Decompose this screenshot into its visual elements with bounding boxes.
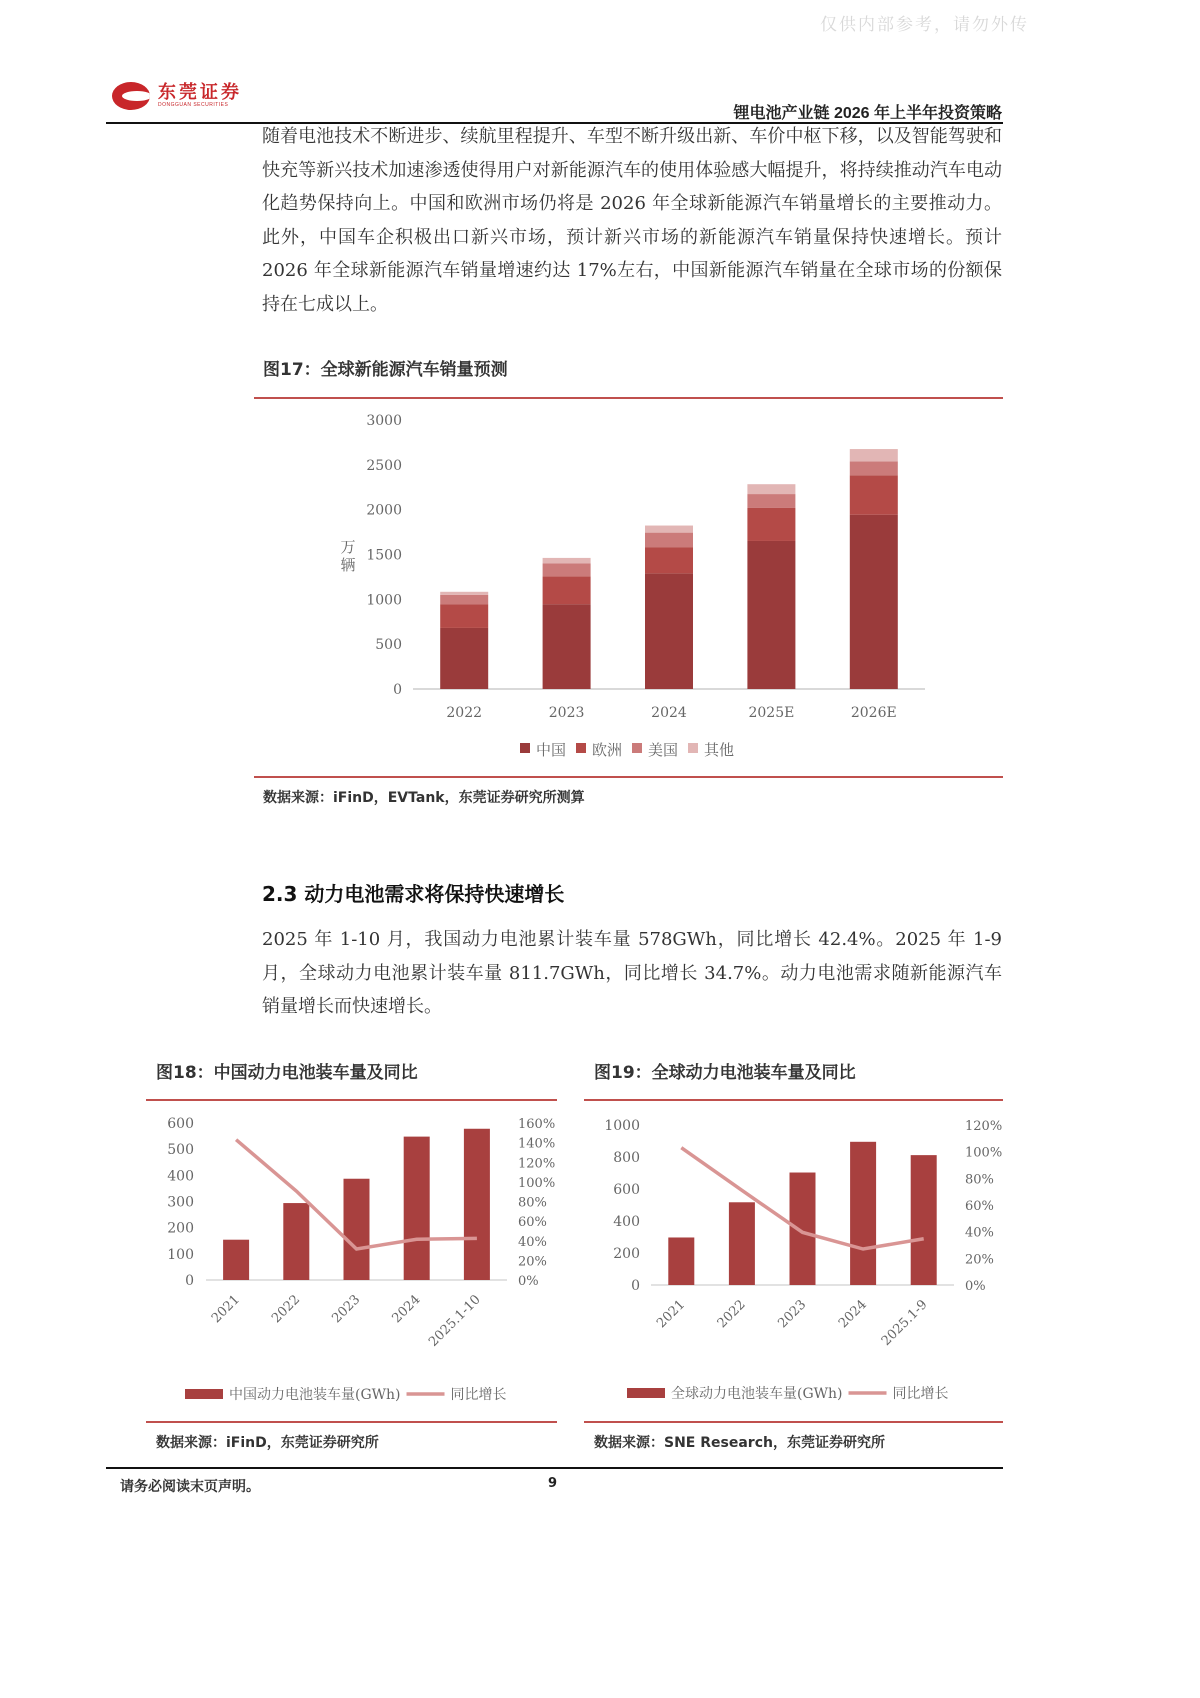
fig19-y-tick: 600	[613, 1182, 640, 1198]
fig18-x-tick: 2021	[208, 1292, 243, 1327]
fig19-x-tick: 2022	[714, 1297, 749, 1332]
fig19-y2-tick: 80%	[965, 1172, 994, 1188]
fig17-legend-label: 美国	[648, 741, 679, 759]
fig19-title: 图19：全球动力电池装车量及同比	[594, 1063, 856, 1083]
fig17-bar-欧洲	[645, 547, 693, 573]
fig17-bar-中国	[850, 515, 898, 689]
logo-cn: 东莞证券	[158, 82, 242, 103]
fig17-bar-中国	[747, 541, 795, 689]
fig19-bar	[729, 1202, 755, 1285]
intro-paragraph: 随着电池技术不断进步、续航里程提升、车型不断升级出新、车价中枢下移，以及智能驾驶和快充等新兴技术加速渗透使得用户对新能源汽车的使用体验感大幅提升，将持续推动汽车电动化趋势保持向上。中国和欧洲市场仍将是 2026 年全球新能源汽车销量增长的主要推动力。此外，中国车企积极出口新兴市场，预计新兴市场的新能源汽车销量保持快速增长。预计 2026 年全球新能源汽车销量增速约达 17%左右，中国新能源汽车销量在全球市场的份额保持在七成以上。	[262, 126, 1002, 315]
fig17-bar-中国	[645, 573, 693, 689]
fig17-bar-美国	[850, 461, 898, 475]
fig17-x-tick: 2024	[651, 705, 687, 721]
fig17-y-tick: 3000	[366, 413, 402, 429]
fig17-y-label: 万	[340, 538, 356, 556]
fig17-x-tick: 2025E	[748, 705, 795, 721]
page-number: 9	[548, 1476, 558, 1491]
fig17-bar-欧洲	[850, 475, 898, 514]
fig17-legend-swatch	[576, 743, 586, 753]
fig18-y-tick: 600	[167, 1116, 194, 1132]
fig18-y2-tick: 160%	[518, 1117, 556, 1132]
fig18-y2-tick: 140%	[518, 1136, 556, 1152]
section-heading: 2.3 动力电池需求将保持快速增长	[262, 882, 565, 906]
fig18-bar	[464, 1129, 490, 1280]
fig17-legend-label: 其他	[704, 741, 735, 759]
fig17-title: 图17：全球新能源汽车销量预测	[263, 360, 508, 380]
fig18-y2-tick: 100%	[518, 1175, 556, 1191]
fig18-y-tick: 200	[167, 1220, 194, 1237]
fig17-y-tick: 1000	[366, 592, 402, 609]
fig18-title: 图18：中国动力电池装车量及同比	[156, 1063, 418, 1083]
fig17-y-label: 辆	[340, 556, 356, 574]
fig17-legend-label: 欧洲	[592, 741, 623, 759]
fig17-bar-中国	[440, 628, 488, 689]
fig19-y2-tick: 120%	[965, 1119, 1003, 1134]
fig18-y-tick: 300	[167, 1194, 194, 1211]
fig18-x-tick: 2023	[329, 1292, 364, 1327]
fig18-bar	[283, 1203, 309, 1280]
fig17-bar-欧洲	[543, 576, 591, 604]
fig17-legend-label: 中国	[536, 741, 567, 759]
section-paragraph: 2025 年 1-10 月，我国动力电池累计装车量 578GWh，同比增长 42.4%。2025 年 1-9 月，全球动力电池累计装车量 811.7GWh，同比增长 34.7%。动力电池需求随新能源汽车销量增长而快速增长。	[262, 929, 1002, 1017]
fig17-y-tick: 2500	[366, 457, 402, 474]
fig18-x-tick: 2024	[389, 1292, 424, 1327]
fig17-legend-swatch	[520, 743, 530, 753]
fig19-bar	[790, 1173, 816, 1285]
fig17-bar-其他	[747, 484, 795, 494]
fig19-x-tick: 2024	[835, 1297, 870, 1332]
fig17-x-tick: 2023	[548, 705, 585, 721]
fig19-bar	[668, 1237, 694, 1285]
fig17-bar-欧洲	[747, 508, 795, 541]
fig19-y2-tick: 100%	[965, 1145, 1003, 1161]
fig17-bar-其他	[440, 592, 488, 595]
logo-en: DONGGUAN SECURITIES	[158, 102, 229, 108]
watermark: 仅供内部参考，请勿外传	[820, 15, 1029, 35]
fig17-legend-swatch	[688, 743, 698, 753]
fig19-legend-line-label: 同比增长	[892, 1386, 949, 1402]
fig19-y2-tick: 60%	[965, 1199, 994, 1214]
fig18-y-tick: 500	[167, 1142, 194, 1159]
fig19-legend-bar-label: 全球动力电池装车量(GWh)	[671, 1386, 843, 1402]
fig17-y-tick: 1500	[366, 547, 402, 564]
fig18-legend-line-label: 同比增长	[450, 1387, 507, 1403]
fig19-y-tick: 800	[613, 1150, 640, 1166]
fig18-y2-tick: 80%	[518, 1195, 547, 1211]
fig18-bar	[223, 1240, 249, 1280]
fig19-bar	[911, 1155, 937, 1285]
fig17-y-tick: 0	[393, 682, 402, 698]
fig17-x-tick: 2026E	[850, 705, 897, 721]
fig17-y-tick: 2000	[366, 502, 402, 519]
fig17-bar-美国	[747, 494, 795, 508]
fig19-y-tick: 1000	[604, 1118, 640, 1134]
fig19-y-tick: 200	[613, 1246, 640, 1262]
fig18-y2-tick: 0%	[518, 1274, 539, 1289]
fig18-legend-bar-swatch	[185, 1389, 223, 1399]
fig19-y2-tick: 0%	[965, 1279, 986, 1294]
fig18-source: 数据来源：iFinD，东莞证券研究所	[156, 1435, 379, 1451]
fig19-y-tick: 400	[613, 1214, 640, 1230]
fig17-bar-美国	[440, 595, 488, 604]
fig18-legend-bar-label: 中国动力电池装车量(GWh)	[229, 1387, 401, 1403]
fig17-bar-欧洲	[440, 604, 488, 628]
fig17-legend-swatch	[632, 743, 642, 753]
fig17-x-tick: 2022	[446, 705, 483, 721]
footer-note: 请务必阅读末页声明。	[120, 1479, 260, 1495]
fig18-bar	[404, 1137, 430, 1280]
fig17-y-tick: 500	[375, 637, 402, 654]
fig18-y2-tick: 40%	[518, 1234, 547, 1250]
fig19-source: 数据来源：SNE Research，东莞证券研究所	[594, 1435, 885, 1451]
fig17-source: 数据来源：iFinD，EVTank，东莞证券研究所测算	[263, 790, 585, 806]
fig17-bar-其他	[645, 526, 693, 533]
fig17-bar-中国	[543, 604, 591, 689]
fig17-bar-其他	[850, 449, 898, 461]
fig17-bar-美国	[543, 563, 591, 576]
fig18-y2-tick: 120%	[518, 1156, 556, 1172]
fig19-y2-tick: 40%	[965, 1225, 994, 1241]
document-title: 锂电池产业链 2026 年上半年投资策略	[733, 105, 1002, 122]
fig17-bar-其他	[543, 558, 591, 564]
fig19-x-tick: 2025.1-9	[878, 1297, 931, 1349]
fig18-y2-tick: 60%	[518, 1215, 547, 1231]
fig18-y2-tick: 20%	[518, 1254, 547, 1270]
fig17-bar-美国	[645, 533, 693, 548]
fig18-y-tick: 400	[167, 1168, 194, 1185]
fig18-y-tick: 0	[185, 1273, 194, 1289]
fig19-y-tick: 0	[631, 1278, 640, 1294]
fig18-x-tick: 2022	[269, 1292, 304, 1327]
fig19-legend-bar-swatch	[627, 1388, 665, 1398]
fig18-bar	[344, 1179, 370, 1280]
fig19-y2-tick: 20%	[965, 1252, 994, 1268]
fig18-x-tick: 2025.1-10	[426, 1292, 484, 1350]
fig18-y-tick: 100	[167, 1246, 194, 1263]
fig19-x-tick: 2023	[775, 1297, 810, 1332]
fig19-x-tick: 2021	[654, 1297, 689, 1332]
fig19-bar	[850, 1142, 876, 1285]
